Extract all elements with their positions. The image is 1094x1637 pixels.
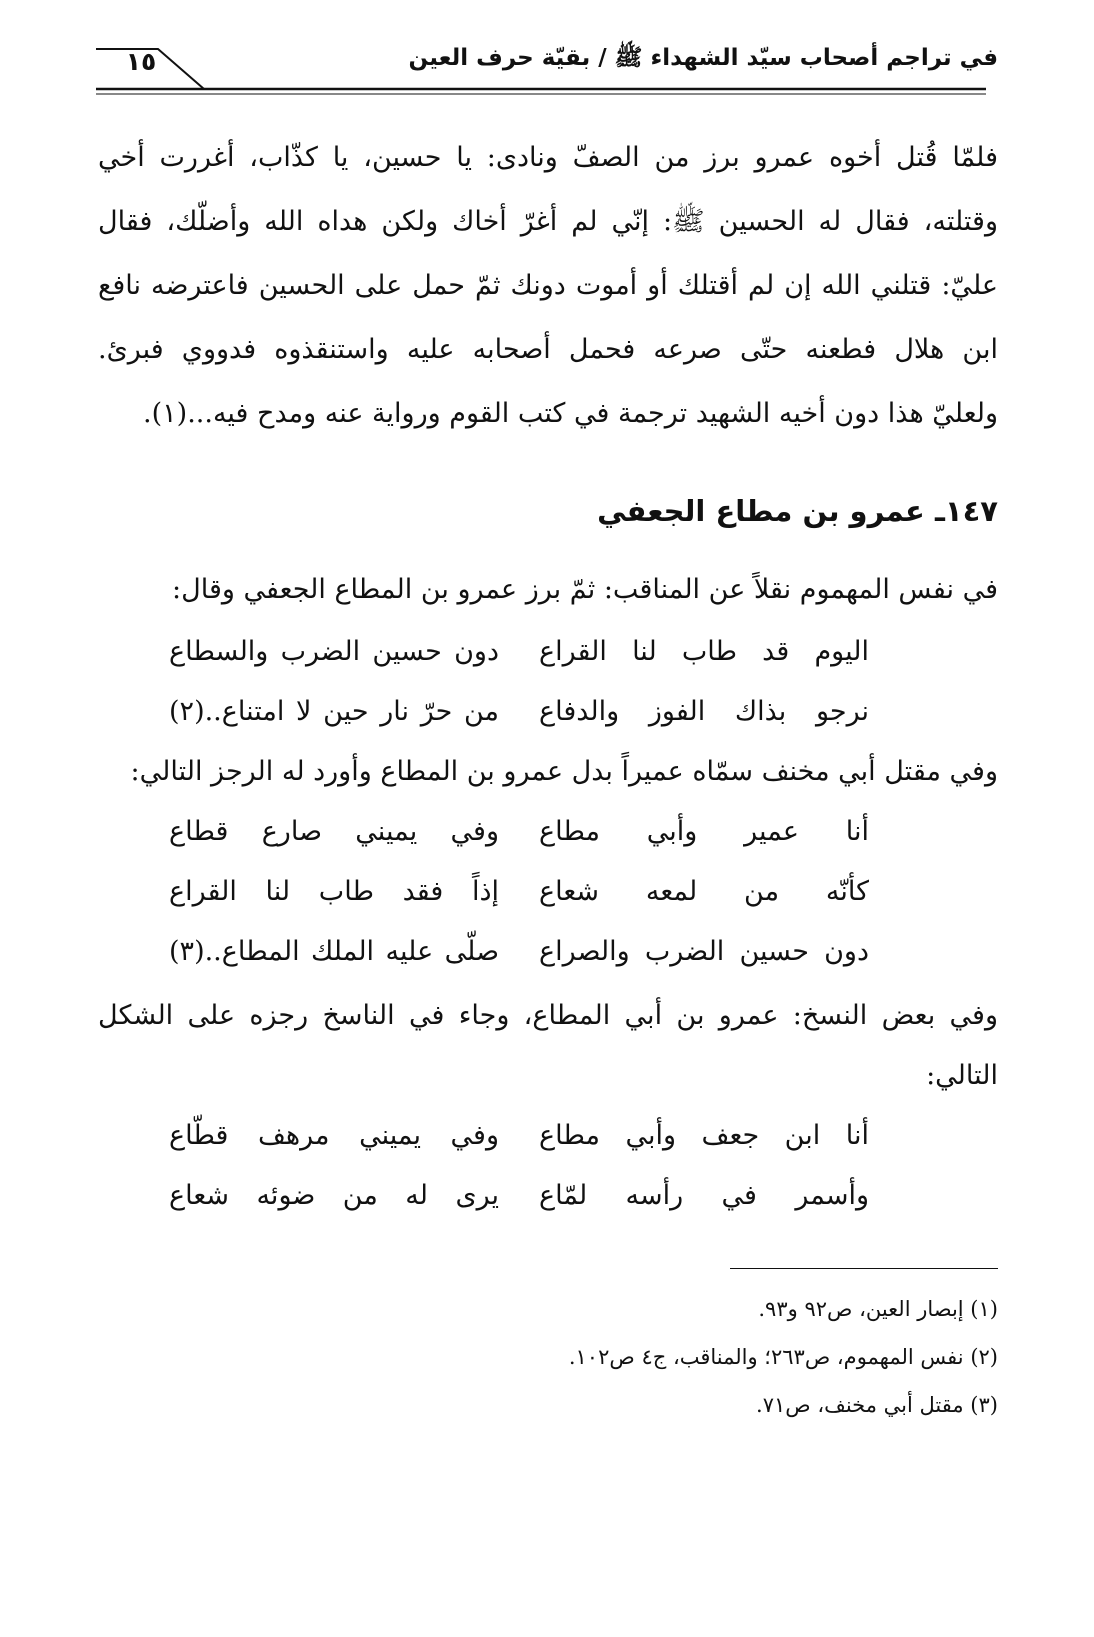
verse-second-hemistich: صلّى عليه الملك المطاع..(٣) — [169, 936, 499, 967]
paragraph-line: التالي: — [926, 1060, 998, 1091]
verse — [169, 1106, 869, 1166]
verse-first-hemistich: اليوم قد طاب لنا القراع — [539, 636, 869, 667]
verse-second-hemistich: يرى له من ضوئه شعاع — [169, 1180, 499, 1211]
verse — [169, 802, 869, 862]
verse-second-hemistich: إذاً فقد طاب لنا القراع — [169, 876, 499, 907]
footnote: (٢) نفس المهموم، ص٢٦٣؛ والمناقب، ج٤ ص١٠٢. — [568, 1345, 998, 1369]
paragraph-line: ابن هلال فطعنه حتّى صرعه فحمل أصحابه عليه واستنقذوه فدووي فبرئ. — [98, 334, 998, 365]
verse-first-hemistich: أنا ابن جعف وأبي مطاع — [539, 1120, 869, 1151]
intro-paragraph — [98, 986, 998, 1106]
verse — [169, 622, 869, 682]
opening-paragraph — [98, 126, 998, 446]
verse-second-hemistich: دون حسين الضرب والسطاع — [169, 636, 499, 667]
paragraph-line: وقتلته، فقال له الحسين ﷺ: إنّي لم أغرّ أخاك ولكن هداه الله وأضلّك، فقال — [98, 206, 998, 237]
footnote: (١) إبصار العين، ص٩٢ و٩٣. — [758, 1297, 998, 1321]
running-header-title: في تراجم أصحاب سيّد الشهداء ﷺ / بقيّة حرف العين — [408, 45, 998, 71]
verse-first-hemistich: وأسمر في رأسه لمّاع — [539, 1180, 869, 1211]
verse — [169, 862, 869, 922]
verse-second-hemistich: من حرّ نار حين لا امتناع..(٢) — [169, 696, 499, 727]
verse — [169, 1166, 869, 1226]
verse-first-hemistich: نرجو بذاك الفوز والدفاع — [539, 696, 869, 727]
verse-first-hemistich: أنا عمير وأبي مطاع — [539, 816, 869, 847]
footnote: (٣) مقتل أبي مخنف، ص٧١. — [756, 1393, 998, 1417]
footnote-separator — [730, 1268, 998, 1269]
intro-line: في نفس المهموم نقلاً عن المناقب: ثمّ برز عمرو بن المطاع الجعفي وقال: — [172, 574, 998, 605]
paragraph-line: ولعليّ هذا دون أخيه الشهيد ترجمة في كتب القوم ورواية عنه ومدح فيه...(١). — [143, 398, 998, 429]
section-heading: ١٤٧ـ عمرو بن مطاع الجعفي — [597, 494, 998, 528]
paragraph-line: وفي بعض النسخ: عمرو بن أبي المطاع، وجاء في الناسخ رجزه على الشكل — [98, 1000, 998, 1031]
page-number: ١٥ — [125, 47, 157, 76]
paragraph-line: فلمّا قُتل أخوه عمرو برز من الصفّ ونادى: يا حسين، يا كذّاب، أغررت أخي — [98, 142, 998, 173]
intro-line: وفي مقتل أبي مخنف سمّاه عميراً بدل عمرو بن المطاع وأورد له الرجز التالي: — [130, 756, 998, 787]
verse-first-hemistich: دون حسين الضرب والصراع — [539, 936, 869, 967]
verse-first-hemistich: كأنّه من لمعه شعاع — [539, 876, 869, 907]
verse-second-hemistich: وفي يميني مرهف قطّاع — [169, 1120, 499, 1151]
verse-second-hemistich: وفي يميني صارع قطاع — [169, 816, 499, 847]
header-rule — [96, 40, 986, 100]
footnotes — [298, 1285, 998, 1429]
verse — [169, 922, 869, 982]
verse — [169, 682, 869, 742]
paragraph-line: عليّ: قتلني الله إن لم أقتلك أو أموت دونك ثمّ حمل على الحسين فاعترضه نافع — [98, 270, 998, 301]
